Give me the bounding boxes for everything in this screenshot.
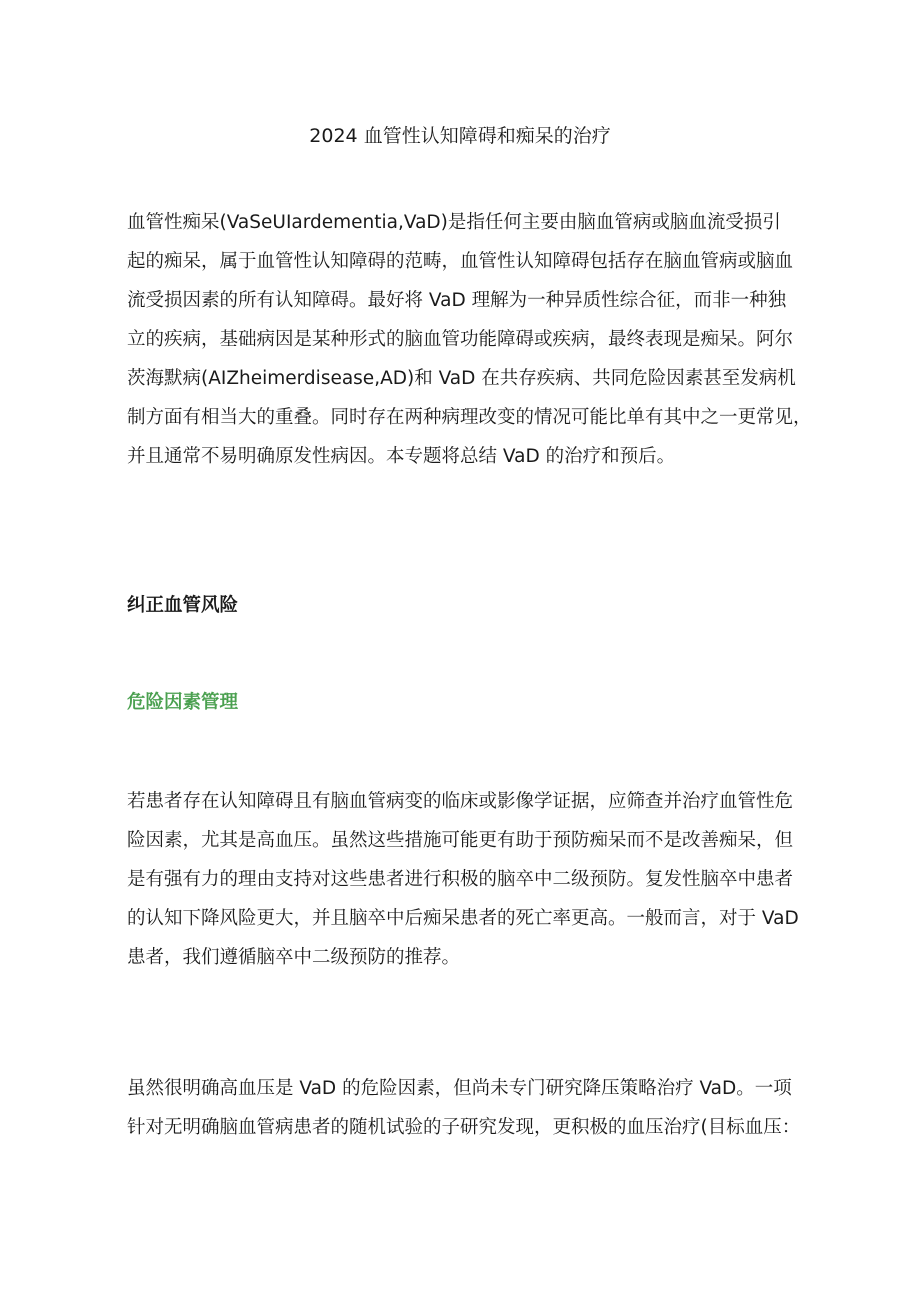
text-line: 虽然很明确高血压是 VaD 的危险因素，但尚未专门研究降压策略治疗 VaD。一项 (127, 1078, 792, 1099)
subsection-heading: 危险因素管理 (127, 692, 239, 713)
text-line: 血管性痴呆(VaSeUIardementia,VaD)是指任何主要由脑血管病或脑血流受损引 (127, 212, 781, 233)
section-heading: 纠正血管风险 (127, 595, 239, 616)
text-line: 立的疾病，基础病因是某种形式的脑血管功能障碍或疾病，最终表现是痴呆。阿尔 (127, 329, 794, 350)
intro-paragraph (127, 203, 817, 476)
text-line: 并且通常不易明确原发性病因。本专题将总结 VaD 的治疗和预后。 (127, 446, 676, 467)
text-line: 制方面有相当大的重叠。同时存在两种病理改变的情况可能比单有其中之一更常见， (127, 407, 812, 428)
text-line: 险因素，尤其是高血压。虽然这些措施可能更有助于预防痴呆而不是改善痴呆，但 (127, 830, 794, 851)
text-line: 起的痴呆，属于血管性认知障碍的范畴，血管性认知障碍包括存在脑血管病或脑血 (127, 251, 794, 272)
text-line: 是有强有力的理由支持对这些患者进行积极的脑卒中二级预防。复发性脑卒中患者 (127, 869, 794, 890)
risk-factor-paragraph (127, 782, 817, 977)
text-line: 针对无明确脑血管病患者的随机试验的子研究发现，更积极的血压治疗(目标血压： (127, 1117, 801, 1138)
text-line: 的认知下降风险更大，并且脑卒中后痴呆患者的死亡率更高。一般而言，对于 VaD (127, 908, 799, 929)
text-line: 流受损因素的所有认知障碍。最好将 VaD 理解为一种异质性综合征，而非一种独 (127, 290, 787, 311)
text-line: 茨海默病(AIZheimerdisease,AD)和 VaD 在共存疾病、共同危险因素甚至发病机 (127, 368, 796, 389)
hypertension-paragraph (127, 1069, 817, 1147)
page-title: 2024 血管性认知障碍和痴呆的治疗 (309, 125, 611, 147)
text-line: 患者，我们遵循脑卒中二级预防的推荐。 (127, 947, 461, 968)
text-line: 若患者存在认知障碍且有脑血管病变的临床或影像学证据，应筛查并治疗血管性危 (127, 791, 794, 812)
